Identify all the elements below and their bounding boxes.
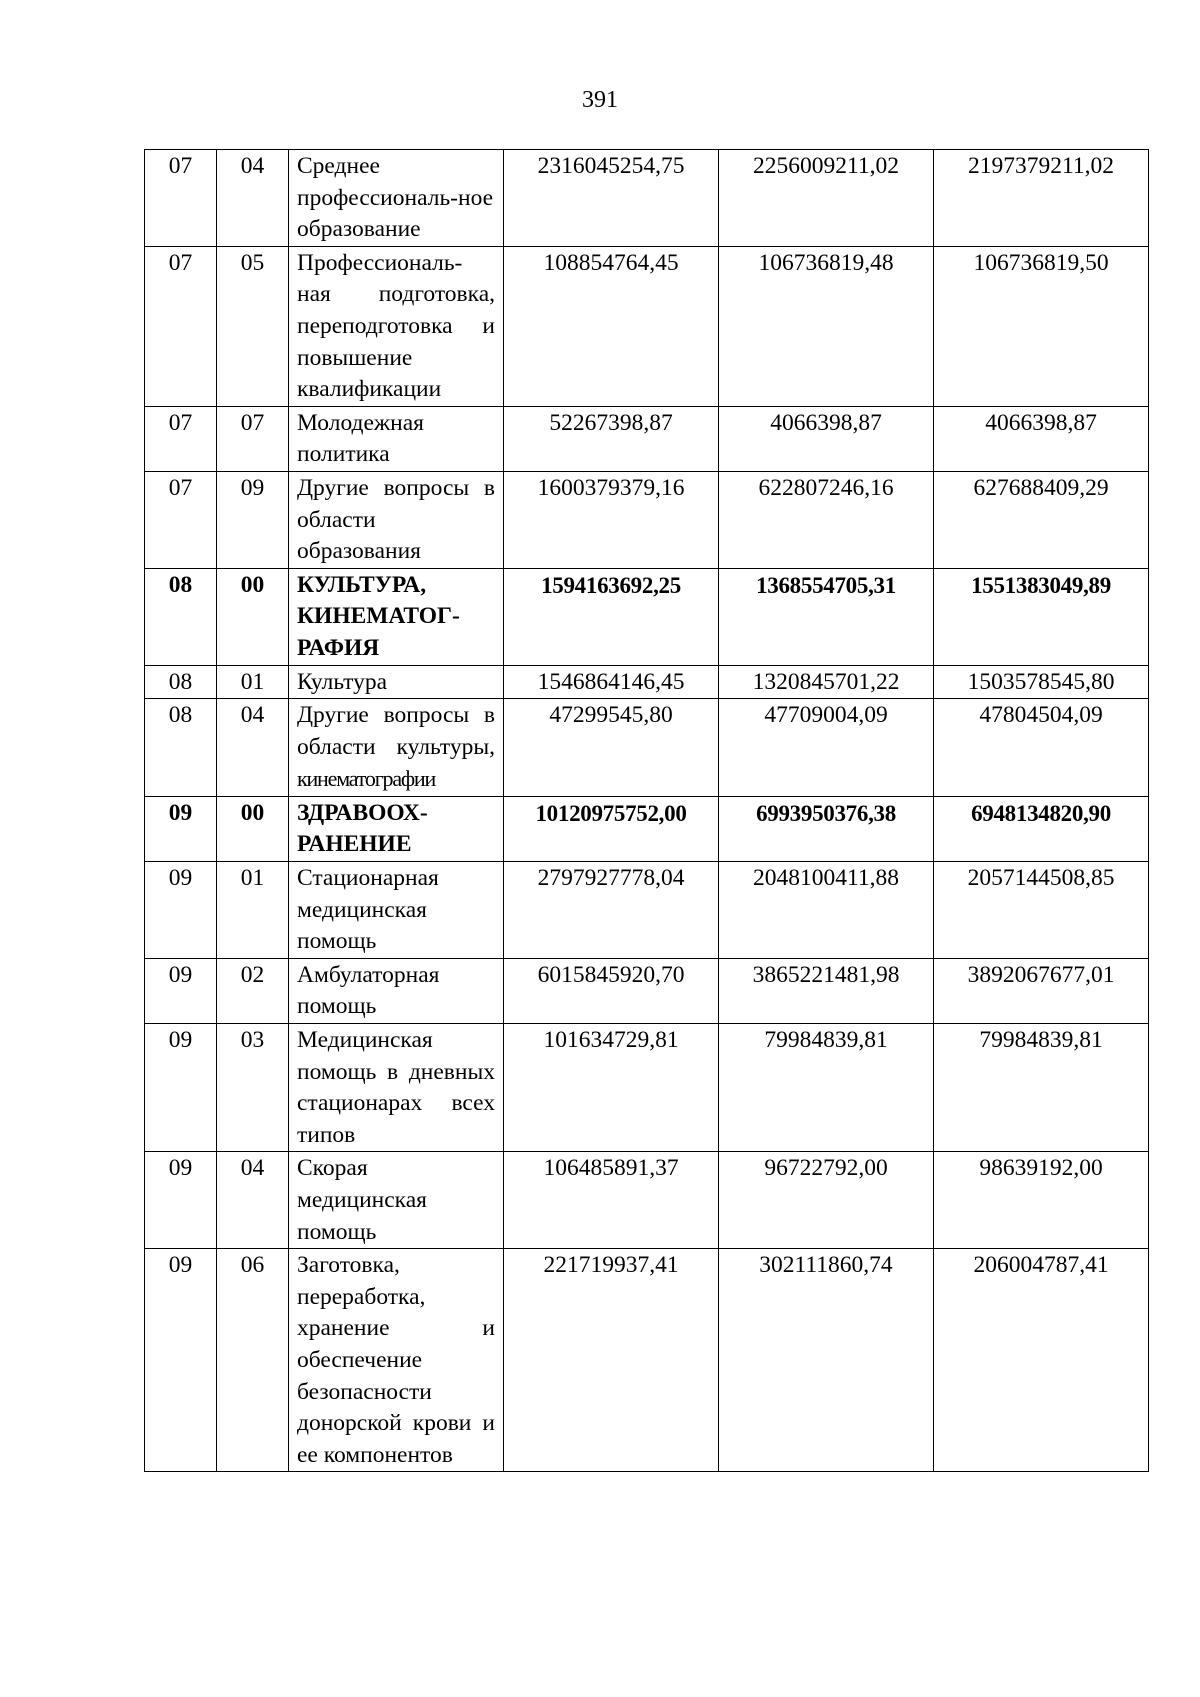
amount-3-cell: [934, 568, 1149, 665]
amount-2-text: 47709004,09: [764, 702, 888, 729]
amount-3-text: 2057144508,85: [967, 865, 1115, 892]
amount-2-text: 1320845701,22: [752, 668, 900, 695]
amount-3-text: 1551383049,89: [971, 572, 1111, 598]
item-name-text: Профессиональ-ная подготовка, переподготовка и повышение квалификации: [297, 249, 495, 403]
amount-3-cell: [934, 246, 1149, 406]
item-name-cell: [289, 796, 504, 861]
amount-2-text: 96722792,00: [764, 1155, 888, 1182]
amount-3-text: 4066398,87: [985, 409, 1097, 436]
section-code-text: 08: [168, 702, 193, 729]
subsection-code-cell: [217, 958, 289, 1023]
amount-3-text: 6948134820,90: [971, 800, 1111, 826]
section-code-text: 09: [168, 799, 193, 826]
amount-2-cell: [719, 568, 934, 665]
subsection-code-cell: [217, 568, 289, 665]
amount-3-text: 2197379211,02: [967, 153, 1114, 179]
subsection-code-text: 02: [240, 961, 265, 988]
item-name-text: Культура: [297, 668, 388, 695]
amount-1-text: 101634729,81: [543, 1027, 679, 1054]
table-row: [145, 568, 1149, 665]
amount-3-cell: [934, 699, 1149, 797]
item-name-cell: [289, 862, 504, 959]
subsection-code-text: 00: [240, 799, 265, 826]
amount-1-cell: [504, 246, 719, 406]
item-name-text: Стационарная медицинская помощь: [297, 865, 439, 955]
subsection-code-text: 03: [240, 1027, 265, 1054]
amount-1-cell: [504, 862, 719, 959]
amount-3-cell: [934, 665, 1149, 699]
section-code-text: 09: [168, 1252, 193, 1279]
amount-2-cell: [719, 246, 934, 406]
section-code-text: 09: [168, 1027, 193, 1054]
subsection-code-cell: [217, 471, 289, 568]
subsection-code-cell: [217, 862, 289, 959]
amount-1-text: 10120975752,00: [535, 800, 687, 826]
section-code-cell: [145, 796, 217, 861]
amount-2-cell: [719, 406, 934, 471]
subsection-code-cell: [217, 1249, 289, 1472]
table-row: [145, 958, 1149, 1023]
subsection-code-cell: [217, 699, 289, 797]
section-code-text: 09: [168, 865, 193, 892]
amount-3-text: 1503578545,80: [967, 668, 1115, 695]
amount-3-cell: [934, 1152, 1149, 1249]
subsection-code-cell: [217, 796, 289, 861]
section-code-cell: [145, 699, 217, 797]
section-code-text: 08: [168, 571, 193, 598]
amount-1-cell: [504, 1024, 719, 1152]
table-row: [145, 246, 1149, 406]
amount-2-text: 1368554705,31: [756, 572, 896, 598]
section-code-cell: [145, 1249, 217, 1472]
subsection-code-text: 00: [240, 571, 265, 598]
amount-2-cell: [719, 796, 934, 861]
amount-3-text: 79984839,81: [979, 1027, 1103, 1054]
amount-1-text: 6015845920,70: [537, 961, 685, 988]
amount-3-cell: [934, 958, 1149, 1023]
amount-1-text: 1594163692,25: [541, 572, 681, 598]
budget-table: [144, 149, 1149, 1472]
section-code-cell: [145, 150, 217, 247]
amount-1-text: 108854764,45: [543, 249, 679, 276]
section-code-text: 07: [168, 153, 193, 179]
item-name-extra-text: кинематографии: [297, 766, 436, 792]
table-row: [145, 699, 1149, 797]
subsection-code-text: 09: [240, 474, 265, 501]
amount-1-text: 1546864146,45: [537, 668, 685, 695]
subsection-code-cell: [217, 665, 289, 699]
section-code-cell: [145, 246, 217, 406]
amount-2-cell: [719, 1024, 934, 1152]
amount-1-cell: [504, 568, 719, 665]
section-code-cell: [145, 665, 217, 699]
amount-2-cell: [719, 862, 934, 959]
amount-2-text: 6993950376,38: [756, 800, 896, 826]
item-name-cell: [289, 150, 504, 247]
item-name-text: Другие вопросы в области культуры,: [297, 702, 495, 760]
amount-3-cell: [934, 150, 1149, 247]
subsection-code-text: 04: [240, 702, 265, 729]
item-name-text: ЗДРАВООХ-РАНЕНИЕ: [297, 799, 428, 858]
item-name-text: Амбулаторная помощь: [297, 961, 440, 1020]
amount-1-cell: [504, 1152, 719, 1249]
amount-3-cell: [934, 796, 1149, 861]
amount-1-cell: [504, 406, 719, 471]
amount-3-cell: [934, 1249, 1149, 1472]
amount-1-cell: [504, 958, 719, 1023]
item-name-cell: [289, 568, 504, 665]
amount-2-cell: [719, 471, 934, 568]
section-code-cell: [145, 958, 217, 1023]
section-code-cell: [145, 862, 217, 959]
section-code-cell: [145, 406, 217, 471]
table-row: [145, 471, 1149, 568]
item-name-cell: [289, 699, 504, 797]
amount-2-text: 106736819,48: [758, 249, 894, 276]
item-name-cell: [289, 665, 504, 699]
table-row: [145, 665, 1149, 699]
amount-2-text: 302111860,74: [759, 1252, 893, 1279]
table-row: [145, 1024, 1149, 1152]
amount-1-cell: [504, 796, 719, 861]
amount-3-cell: [934, 406, 1149, 471]
amount-2-text: 2048100411,88: [752, 865, 899, 892]
subsection-code-cell: [217, 246, 289, 406]
table-row: [145, 796, 1149, 861]
item-name-cell: [289, 1152, 504, 1249]
amount-1-cell: [504, 699, 719, 797]
section-code-text: 07: [168, 249, 193, 276]
item-name-text: Среднее профессиональ-ное образование: [297, 153, 494, 243]
subsection-code-text: 01: [240, 865, 265, 892]
section-code-cell: [145, 568, 217, 665]
item-name-text: Молодежная политика: [297, 409, 424, 468]
subsection-code-cell: [217, 150, 289, 247]
amount-3-text: 106736819,50: [973, 249, 1109, 276]
amount-2-text: 2256009211,02: [752, 153, 899, 179]
item-name-cell: [289, 246, 504, 406]
item-name-text: Медицинская помощь в дневных стационарах всех типов: [297, 1027, 495, 1148]
table-row: [145, 1249, 1149, 1472]
amount-3-text: 3892067677,01: [967, 961, 1115, 988]
amount-1-text: 2797927778,04: [537, 865, 685, 892]
item-name-cell: [289, 958, 504, 1023]
amount-3-cell: [934, 1024, 1149, 1152]
item-name-text: КУЛЬТУРА, КИНЕМАТОГ-РАФИЯ: [297, 571, 460, 661]
subsection-code-text: 04: [240, 153, 265, 179]
section-code-text: 09: [168, 961, 193, 988]
table-row: [145, 862, 1149, 959]
subsection-code-text: 01: [240, 668, 265, 695]
amount-3-text: 627688409,29: [973, 474, 1109, 501]
section-code-cell: [145, 1024, 217, 1152]
amount-1-cell: [504, 150, 719, 247]
table-row: [145, 150, 1149, 247]
amount-1-cell: [504, 665, 719, 699]
amount-2-text: 4066398,87: [770, 409, 882, 436]
amount-3-text: 206004787,41: [973, 1252, 1109, 1279]
item-name-text: Другие вопросы в области образования: [297, 474, 495, 565]
amount-1-cell: [504, 1249, 719, 1472]
amount-1-text: 52267398,87: [549, 409, 673, 436]
amount-1-text: 47299545,80: [549, 702, 673, 729]
item-name-cell: [289, 1249, 504, 1472]
amount-2-cell: [719, 665, 934, 699]
amount-2-text: 622807246,16: [758, 474, 894, 501]
amount-2-cell: [719, 150, 934, 247]
item-name-text: Заготовка, переработка, хранение и обеспечение безопасности донорской крови и ее компонентов: [297, 1252, 495, 1468]
section-code-text: 08: [168, 668, 193, 695]
amount-1-text: 2316045254,75: [537, 153, 685, 179]
item-name-cell: [289, 406, 504, 471]
section-code-text: 09: [168, 1155, 193, 1182]
page-number: 391: [582, 87, 618, 113]
subsection-code-text: 06: [240, 1252, 265, 1279]
amount-3-cell: [934, 862, 1149, 959]
subsection-code-text: 05: [240, 249, 265, 276]
amount-2-cell: [719, 1152, 934, 1249]
item-name-cell: [289, 1024, 504, 1152]
amount-2-cell: [719, 1249, 934, 1472]
section-code-text: 07: [168, 474, 193, 501]
table-row: [145, 1152, 1149, 1249]
amount-2-text: 79984839,81: [764, 1027, 888, 1054]
amount-1-cell: [504, 471, 719, 568]
amount-3-text: 98639192,00: [979, 1155, 1103, 1182]
amount-1-text: 106485891,37: [543, 1155, 679, 1182]
amount-1-text: 221719937,41: [543, 1252, 679, 1279]
item-name-text: Скорая медицинская помощь: [297, 1155, 427, 1245]
section-code-text: 07: [168, 409, 193, 436]
subsection-code-text: 07: [240, 409, 265, 436]
table-row: [145, 406, 1149, 471]
amount-2-text: 3865221481,98: [752, 961, 900, 988]
subsection-code-cell: [217, 406, 289, 471]
subsection-code-cell: [217, 1024, 289, 1152]
subsection-code-text: 04: [240, 1155, 265, 1182]
section-code-cell: [145, 1152, 217, 1249]
subsection-code-cell: [217, 1152, 289, 1249]
amount-2-cell: [719, 958, 934, 1023]
amount-1-text: 1600379379,16: [537, 474, 685, 501]
section-code-cell: [145, 471, 217, 568]
budget-table-body: [145, 150, 1149, 1472]
amount-2-cell: [719, 699, 934, 797]
item-name-cell: [289, 471, 504, 568]
amount-3-text: 47804504,09: [979, 702, 1103, 729]
amount-3-cell: [934, 471, 1149, 568]
